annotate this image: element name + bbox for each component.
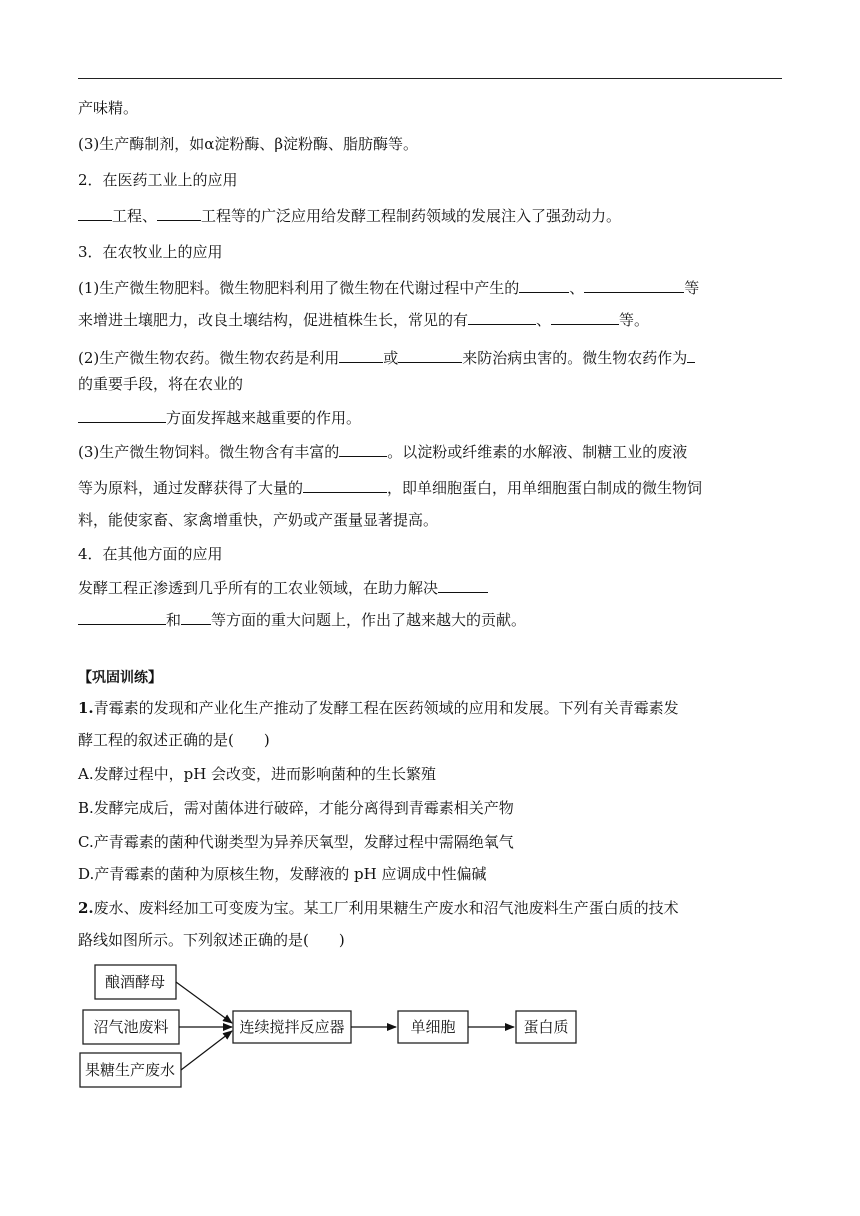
text: 等。 <box>619 311 650 329</box>
arrow-yeast-to-reactor <box>176 982 232 1023</box>
text: 和 <box>166 611 182 629</box>
fill-blank[interactable] <box>78 407 166 423</box>
fill-blank[interactable] <box>78 205 112 221</box>
text: (2)生产微生物农药。微生物农药是利用 <box>78 349 340 367</box>
text: 青霉素的发现和产业化生产推动了发酵工程在医药领域的应用和发展。下列有关青霉素发 <box>93 699 679 717</box>
text: ) <box>263 731 270 749</box>
input-yeast-box <box>95 965 176 999</box>
fill-blank[interactable] <box>339 441 387 457</box>
text-line <box>78 346 695 370</box>
text: 等方面的重大问题上，作出了越来越大的贡献。 <box>211 611 527 629</box>
text: 产味精。 <box>78 99 139 117</box>
option-c[interactable] <box>78 830 514 854</box>
heading-medical <box>78 168 238 192</box>
text-line <box>78 508 438 532</box>
text: C.产青霉素的菌种代谢类型为异养厌氧型，发酵过程中需隔绝氧气 <box>78 833 514 851</box>
fill-blank[interactable] <box>468 309 536 325</box>
text: 的重要手段，将在农业的 <box>78 375 244 393</box>
text: (3)生产酶制剂，如α淀粉酶、β淀粉酶、脂肪酶等。 <box>78 135 419 153</box>
fill-blank[interactable] <box>687 347 695 363</box>
text: 工程等的广泛应用给发酵工程制药领域的发展注入了强劲动力。 <box>201 207 622 225</box>
text: ，即单细胞蛋白，用单细胞蛋白制成的微生物饲 <box>387 479 703 497</box>
option-d[interactable] <box>78 862 486 886</box>
question-number: 1. <box>78 699 94 717</box>
text: 等 <box>684 279 700 297</box>
question-number: 2. <box>78 899 94 917</box>
text: 【巩固训练】 <box>78 670 162 686</box>
input-biogas-waste-box <box>83 1010 179 1044</box>
reactor-label: 连续搅拌反应器 <box>239 1018 345 1036</box>
text: 或 <box>383 349 399 367</box>
question-1-stem <box>78 728 270 752</box>
text: 来增进土壤肥力，改良土壤结构，促进植株生长，常见的有 <box>78 311 469 329</box>
text: 路线如图所示。下列叙述正确的是( <box>78 931 309 949</box>
text: 酵工程的叙述正确的是( <box>78 731 234 749</box>
text: 发酵工程正渗透到几乎所有的工农业领域，在助力解决 <box>78 579 439 597</box>
arrow-fructose-to-reactor <box>181 1031 232 1070</box>
fill-blank[interactable] <box>519 277 569 293</box>
input-fructose-wastewater-box <box>80 1053 181 1087</box>
text: 工程、 <box>112 207 158 225</box>
option-a[interactable] <box>78 762 436 786</box>
question-1 <box>78 696 679 720</box>
text: D.产青霉素的菌种为原核生物，发酵液的 pH 应调成中性偏碱 <box>78 865 487 883</box>
fill-blank[interactable] <box>584 277 684 293</box>
input-fructose-wastewater-label: 果糖生产废水 <box>84 1061 176 1079</box>
fill-blank[interactable] <box>303 477 387 493</box>
text: A.发酵过程中，pH 会改变，进而影响菌种的生长繁殖 <box>78 765 437 783</box>
text: 方面发挥越来越重要的作用。 <box>166 409 362 427</box>
text: 料，能使家畜、家禽增重快，产奶或产蛋量显著提高。 <box>78 511 439 529</box>
text: (1)生产微生物肥料。微生物肥料利用了微生物在代谢过程中产生的 <box>78 279 520 297</box>
text: 、 <box>536 311 552 329</box>
input-biogas-waste-label: 沼气池废料 <box>93 1018 169 1036</box>
text: (3)生产微生物饲料。微生物含有丰富的 <box>78 443 340 461</box>
text-line <box>78 276 699 300</box>
fill-blank[interactable] <box>181 609 211 625</box>
process-flow-diagram <box>78 960 598 1092</box>
fill-blank[interactable] <box>78 609 166 625</box>
text: 等为原料，通过发酵获得了大量的 <box>78 479 304 497</box>
text-line <box>78 372 243 396</box>
header-rule <box>78 78 782 79</box>
text-line <box>78 608 526 632</box>
single-cell-label: 单细胞 <box>410 1018 456 1036</box>
text: 来防治病虫害的。微生物农药作为 <box>462 349 688 367</box>
fill-blank[interactable] <box>438 577 488 593</box>
text-line <box>78 576 488 600</box>
input-yeast-label: 酿酒酵母 <box>104 973 166 991</box>
fill-blank[interactable] <box>398 347 462 363</box>
text-line <box>78 476 702 500</box>
text-line <box>78 132 418 156</box>
text: 废水、废料经加工可变废为宝。某工厂利用果糖生产废水和沼气池废料生产蛋白质的技术 <box>93 899 679 917</box>
text-line <box>78 440 687 464</box>
question-2 <box>78 896 679 920</box>
text: ) <box>338 931 345 949</box>
text: 。以淀粉或纤维素的水解液、制糖工业的废液 <box>387 443 688 461</box>
text: 4．在其他方面的应用 <box>78 545 223 563</box>
fill-blank[interactable] <box>551 309 619 325</box>
text: 3．在农牧业上的应用 <box>78 243 223 261</box>
text-line <box>78 406 361 430</box>
fill-blank[interactable] <box>157 205 201 221</box>
fill-blank[interactable] <box>339 347 383 363</box>
heading-other <box>78 542 223 566</box>
single-cell-box <box>398 1011 468 1043</box>
text: 、 <box>569 279 585 297</box>
text-line <box>78 308 649 332</box>
heading-agriculture <box>78 240 223 264</box>
reactor-box <box>233 1011 351 1043</box>
option-b[interactable] <box>78 796 514 820</box>
text: 2．在医药工业上的应用 <box>78 171 238 189</box>
question-2-stem <box>78 928 345 952</box>
text-line <box>78 204 621 228</box>
text-line <box>78 96 138 120</box>
section-title <box>78 666 162 690</box>
protein-box <box>516 1011 576 1043</box>
protein-label: 蛋白质 <box>523 1018 569 1036</box>
text: B.发酵完成后，需对菌体进行破碎，才能分离得到青霉素相关产物 <box>78 799 514 817</box>
